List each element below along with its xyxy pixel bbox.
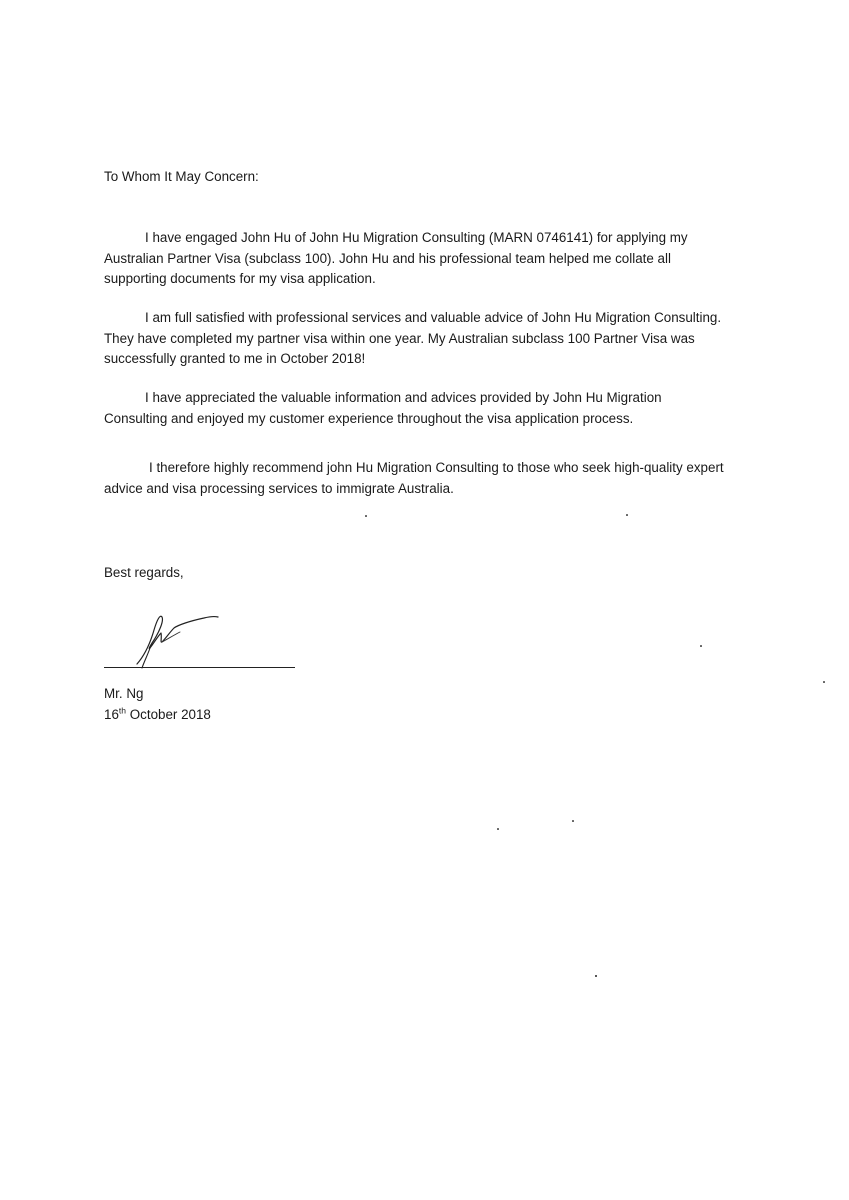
signer-name: Mr. Ng bbox=[104, 686, 144, 701]
date-month-year: October 2018 bbox=[129, 707, 211, 722]
scan-speck bbox=[626, 514, 628, 516]
scan-speck bbox=[595, 975, 597, 977]
scan-speck bbox=[497, 828, 499, 830]
signature-line bbox=[104, 667, 295, 668]
paragraph-appreciation: I have appreciated the valuable information and advices provided by John Hu Migration Consulting and enjoyed my customer experience throughout the visa application process. bbox=[104, 390, 662, 426]
paragraph-recommendation: I therefore highly recommend john Hu Migration Consulting to those who seek high-quality expert advice and visa processing services to immigrate Australia. bbox=[104, 460, 724, 496]
closing: Best regards, bbox=[104, 565, 184, 580]
scan-speck bbox=[700, 645, 702, 647]
salutation: To Whom It May Concern: bbox=[104, 169, 259, 184]
letter-date bbox=[104, 705, 211, 726]
scan-speck bbox=[823, 681, 825, 683]
scan-speck bbox=[365, 515, 367, 517]
paragraph-engagement: I have engaged John Hu of John Hu Migration Consulting (MARN 0746141) for applying my Australian Partner Visa (subclass 100). John Hu and his professional team helped me collate all supporting documents for my visa application. bbox=[104, 230, 688, 286]
letter-body bbox=[104, 167, 754, 580]
handwritten-signature bbox=[104, 608, 304, 672]
date-ordinal: th bbox=[118, 705, 126, 716]
date-day: 16 bbox=[104, 707, 119, 722]
scan-speck bbox=[572, 820, 574, 822]
paragraph-satisfaction: I am full satisfied with professional services and valuable advice of John Hu Migration Consulting. They have completed my partner visa within one year. My Australian subclass 100 Partner Visa was successfully granted to me in October 2018! bbox=[104, 310, 722, 366]
